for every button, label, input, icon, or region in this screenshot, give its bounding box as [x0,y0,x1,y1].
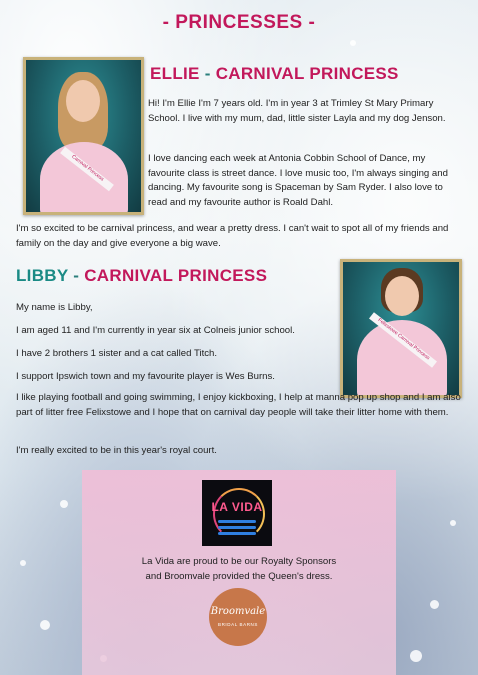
page-title: - PRINCESSES - [162,12,316,33]
libby-paragraph-1: My name is Libby, [16,302,93,313]
logo-wave [218,532,256,535]
sponsor-message [82,554,396,584]
broomvale-logo [209,588,267,646]
libby-paragraph-3: I have 2 brothers 1 sister and a cat called Titch. [16,348,218,359]
ellie-name: ELLIE [150,64,200,83]
sparkle [410,650,422,662]
sparkle [60,500,68,508]
ellie-paragraph-3: I'm so excited to be carnival princess, and wear a pretty dress. I can't wait to spot all of my friends and family on the day and give everyone a big wave. [16,223,449,249]
la-vida-logo [202,480,272,546]
face-shape [385,276,419,316]
libby-paragraph-5: I like playing football and going swimming, I enjoy kickboxing, I help at manna pop up shop and I am also part of litter free Felixstowe and I hope that on carnival day people will take their litter home with them. [16,392,461,418]
broomvale-logo-text: Broomvale [210,606,266,617]
logo-wave [218,520,256,523]
sponsor-line-1: La Vida are proud to be our Royalty Sponsors [141,556,337,567]
face-shape [66,80,100,122]
libby-paragraph-2: I am aged 11 and I'm currently in year six at Colneis junior school. [16,325,295,336]
logo-wave [218,526,256,529]
sparkle [40,620,50,630]
sparkle [20,560,26,566]
sparkle [350,40,356,46]
libby-name: LIBBY [16,266,69,285]
sponsor-line-2: and Broomvale provided the Queen's dress. [145,571,333,582]
heading-separator: - [68,266,85,285]
sparkle [430,600,439,609]
libby-paragraph-6: I'm really excited to be in this year's royal court. [16,445,217,456]
dress-shape [40,142,128,215]
ellie-paragraph-2: I love dancing each week at Antonia Cobbin School of Dance, my favourite class is street dance. I love music too, I'm always singing and dancing. My favourite song is Spaceman by Sam Ryder. I also love to read and my favourite author is Roald Dahl. [148,153,448,208]
ellie-photo [23,57,144,215]
sponsor-panel [82,470,396,675]
sparkle [450,520,456,526]
photo-sash: Carnival Princess [60,147,114,191]
libby-role: CARNIVAL PRINCESS [84,266,268,285]
photo-sash: Felixstowe Carnival Princess [369,312,437,368]
ellie-paragraph-1: Hi! I'm Ellie I'm 7 years old. I'm in year 3 at Trimley St Mary Primary School. I live with my mum, dad, little sister Layla and my dog Jenson. [148,98,446,124]
la-vida-logo-text: LA VIDA [211,500,263,514]
libby-photo [340,259,462,398]
ellie-heading [150,64,399,84]
heading-separator: - [199,64,216,83]
libby-heading [16,266,267,286]
libby-paragraph-4: I support Ipswich town and my favourite player is Wes Burns. [16,371,275,382]
ellie-role: CARNIVAL PRINCESS [215,64,399,83]
broomvale-logo-subtitle: BRIDAL BARNS [217,622,259,627]
